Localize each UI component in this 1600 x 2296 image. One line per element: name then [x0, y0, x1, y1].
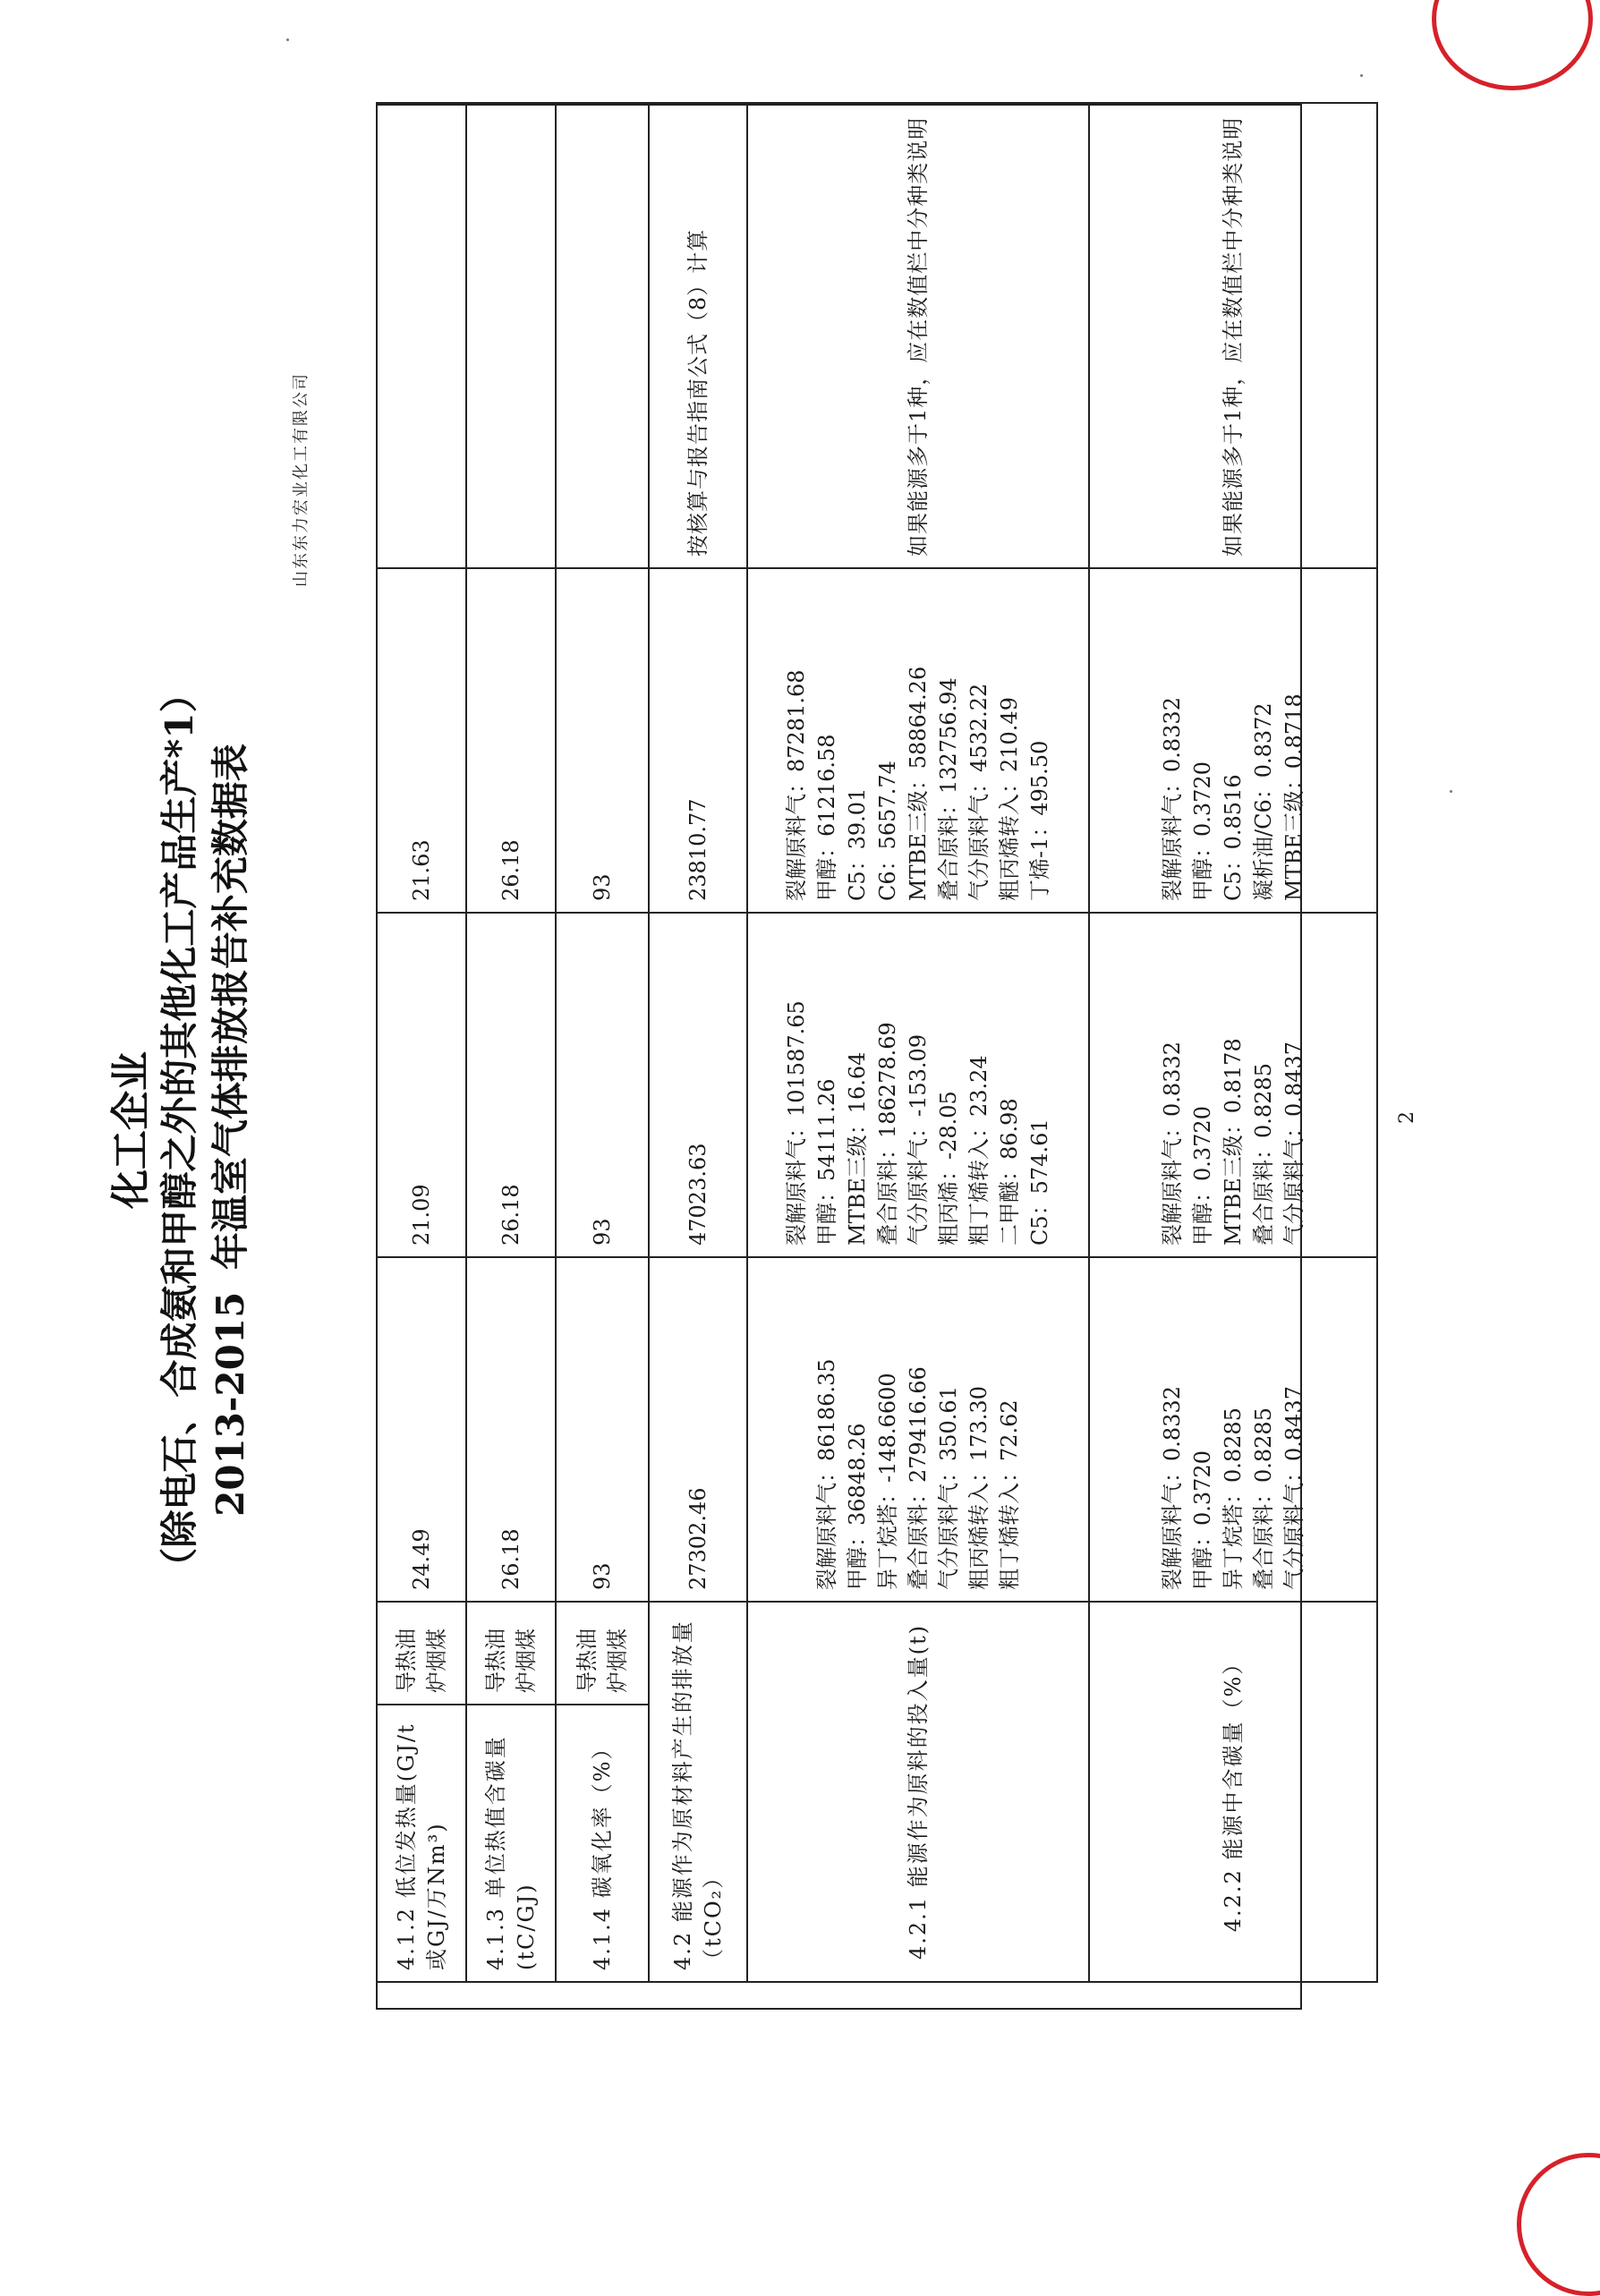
value-item: 粗丙烯转入：210.49 — [997, 697, 1022, 901]
value-item: 甲醇：0.3720 — [1190, 1106, 1215, 1246]
note: 如果能源多于1种，应在数值栏中分种类说明 — [1089, 103, 1377, 568]
value-2015: 21.63 — [377, 568, 466, 913]
title-line-3: 2013-2015 年温室气体排放报告补充数据表 — [209, 744, 252, 1517]
value-2015: 26.18 — [466, 568, 556, 913]
value-2013: 24.49 — [377, 1257, 466, 1602]
scan-speck — [286, 38, 289, 41]
value-2015: 93 — [556, 568, 649, 913]
value-2014: 26.18 — [466, 913, 556, 1257]
row-label: 4.1.4 碳氧化率（%） — [556, 1705, 649, 1982]
value-item: MTBE三级：0.8718 — [1281, 693, 1306, 901]
value-list — [1157, 924, 1309, 1246]
table-row — [747, 103, 1089, 1982]
value-list — [781, 924, 1055, 1246]
red-seal-stamp — [1517, 2153, 1600, 2296]
value-list — [1157, 1269, 1309, 1590]
value-item: C5：574.61 — [1027, 1118, 1052, 1246]
value-item: C5：0.8516 — [1221, 774, 1246, 901]
value-item: 甲醇：0.3720 — [1190, 761, 1215, 901]
scan-speck — [1450, 790, 1452, 793]
value-list — [1157, 580, 1309, 901]
fuel-type: 导热油炉烟煤 — [466, 1602, 556, 1705]
table-row — [377, 103, 466, 1982]
value-item: 气分原料气：-153.09 — [906, 1033, 931, 1246]
table-row — [556, 103, 649, 1982]
value-2013 — [747, 1257, 1089, 1602]
value-item: 裂解原料气：101587.65 — [784, 1000, 809, 1246]
note — [466, 103, 556, 568]
value-2013: 27302.46 — [649, 1257, 747, 1602]
red-seal-stamp — [1432, 0, 1593, 90]
value-item: 粗丁烯转入：72.62 — [997, 1399, 1022, 1590]
row-label: 4.1.3 单位热值含碳量(tC/GJ) — [466, 1705, 556, 1982]
value-list — [781, 580, 1055, 901]
title-line-2: （除电石、合成氨和甲醇之外的其他化工产品生产*1） — [157, 675, 201, 1586]
value-item: MTBE三级：0.8178 — [1221, 1038, 1246, 1246]
value-item: MTBE三级：58864.26 — [906, 666, 931, 901]
value-2014 — [1089, 913, 1377, 1257]
row-label: 4.2 能源作为原材料产生的排放量（tCO₂） — [649, 1602, 747, 1982]
value-item: MTBE三级：16.64 — [845, 1051, 870, 1246]
value-item: 裂解原料气：0.8332 — [1160, 1042, 1185, 1246]
value-2013: 93 — [556, 1257, 649, 1602]
title-line-1: 化工企业 — [108, 1051, 154, 1209]
note: 如果能源多于1种，应在数值栏中分种类说明 — [747, 103, 1089, 568]
fuel-type: 导热油炉烟煤 — [556, 1602, 649, 1705]
value-item: 粗丙烯：-28.05 — [936, 1091, 961, 1246]
company-name: 山东东力宏业化工有限公司 — [292, 372, 311, 587]
page-number: 2 — [1396, 1111, 1418, 1124]
value-item: 甲醇：0.3720 — [1190, 1450, 1215, 1590]
value-2014: 47023.63 — [649, 913, 747, 1257]
value-item: 甲醇：36848.26 — [845, 1423, 870, 1590]
value-item: C6：5657.74 — [875, 761, 900, 901]
value-item: 甲醇：54111.26 — [814, 1078, 839, 1246]
value-2014: 21.09 — [377, 913, 466, 1257]
value-item: 叠合原料：279416.66 — [906, 1366, 931, 1590]
value-2013: 26.18 — [466, 1257, 556, 1602]
value-item: 异丁烷塔：-148.6600 — [875, 1373, 900, 1590]
value-item: 凝析油/C6：0.8372 — [1251, 702, 1276, 901]
value-2015: 23810.77 — [649, 568, 747, 913]
row-label: 4.2.2 能源中含碳量（%） — [1089, 1602, 1377, 1982]
value-item: 裂解原料气：0.8332 — [1160, 1386, 1185, 1590]
value-2014 — [747, 913, 1089, 1257]
value-item: 叠合原料：0.8285 — [1251, 1063, 1276, 1246]
value-item: 裂解原料气：87281.68 — [784, 669, 809, 901]
value-item: 异丁烷塔：0.8285 — [1221, 1407, 1246, 1590]
value-item: 气分原料气：4532.22 — [966, 683, 991, 901]
table-row — [466, 103, 556, 1982]
value-item: 叠合原料：0.8285 — [1251, 1407, 1276, 1590]
value-2013 — [1089, 1257, 1377, 1602]
scan-speck — [1360, 74, 1363, 77]
value-item: 甲醇：61216.58 — [814, 734, 839, 901]
value-item: 气分原料气：0.8437 — [1281, 1042, 1306, 1246]
row-label: 4.1.2 低位发热量(GJ/t或GJ/万Nm³) — [377, 1705, 466, 1982]
data-table — [376, 102, 1378, 1983]
value-item: 裂解原料气：0.8332 — [1160, 697, 1185, 901]
value-item: 粗丙烯转入：173.30 — [966, 1386, 991, 1590]
value-item: 二甲醚：86.98 — [997, 1098, 1022, 1246]
value-item: 气分原料气：350.61 — [936, 1386, 961, 1590]
value-item: 裂解原料气：86186.35 — [814, 1358, 839, 1590]
row-label: 4.2.1 能源作为原料的投入量(t) — [747, 1602, 1089, 1982]
value-list — [812, 1269, 1025, 1590]
value-item: 叠合原料：132756.94 — [936, 677, 961, 901]
table-row — [1089, 103, 1377, 1982]
value-2015 — [1089, 568, 1377, 913]
value-item: C5：39.01 — [845, 787, 870, 901]
note — [377, 103, 466, 568]
note: 按核算与报告指南公式（8）计算 — [649, 103, 747, 568]
note — [556, 103, 649, 568]
value-2014: 93 — [556, 913, 649, 1257]
fuel-type: 导热油炉烟煤 — [377, 1602, 466, 1705]
value-2015 — [747, 568, 1089, 913]
value-item: 叠合原料：186278.69 — [875, 1022, 900, 1246]
table-row — [649, 103, 747, 1982]
value-item: 丁烯-1：495.50 — [1027, 740, 1052, 901]
value-item: 粗丁烯转入：23.24 — [966, 1055, 991, 1246]
value-item: 气分原料气：0.8437 — [1281, 1386, 1306, 1590]
